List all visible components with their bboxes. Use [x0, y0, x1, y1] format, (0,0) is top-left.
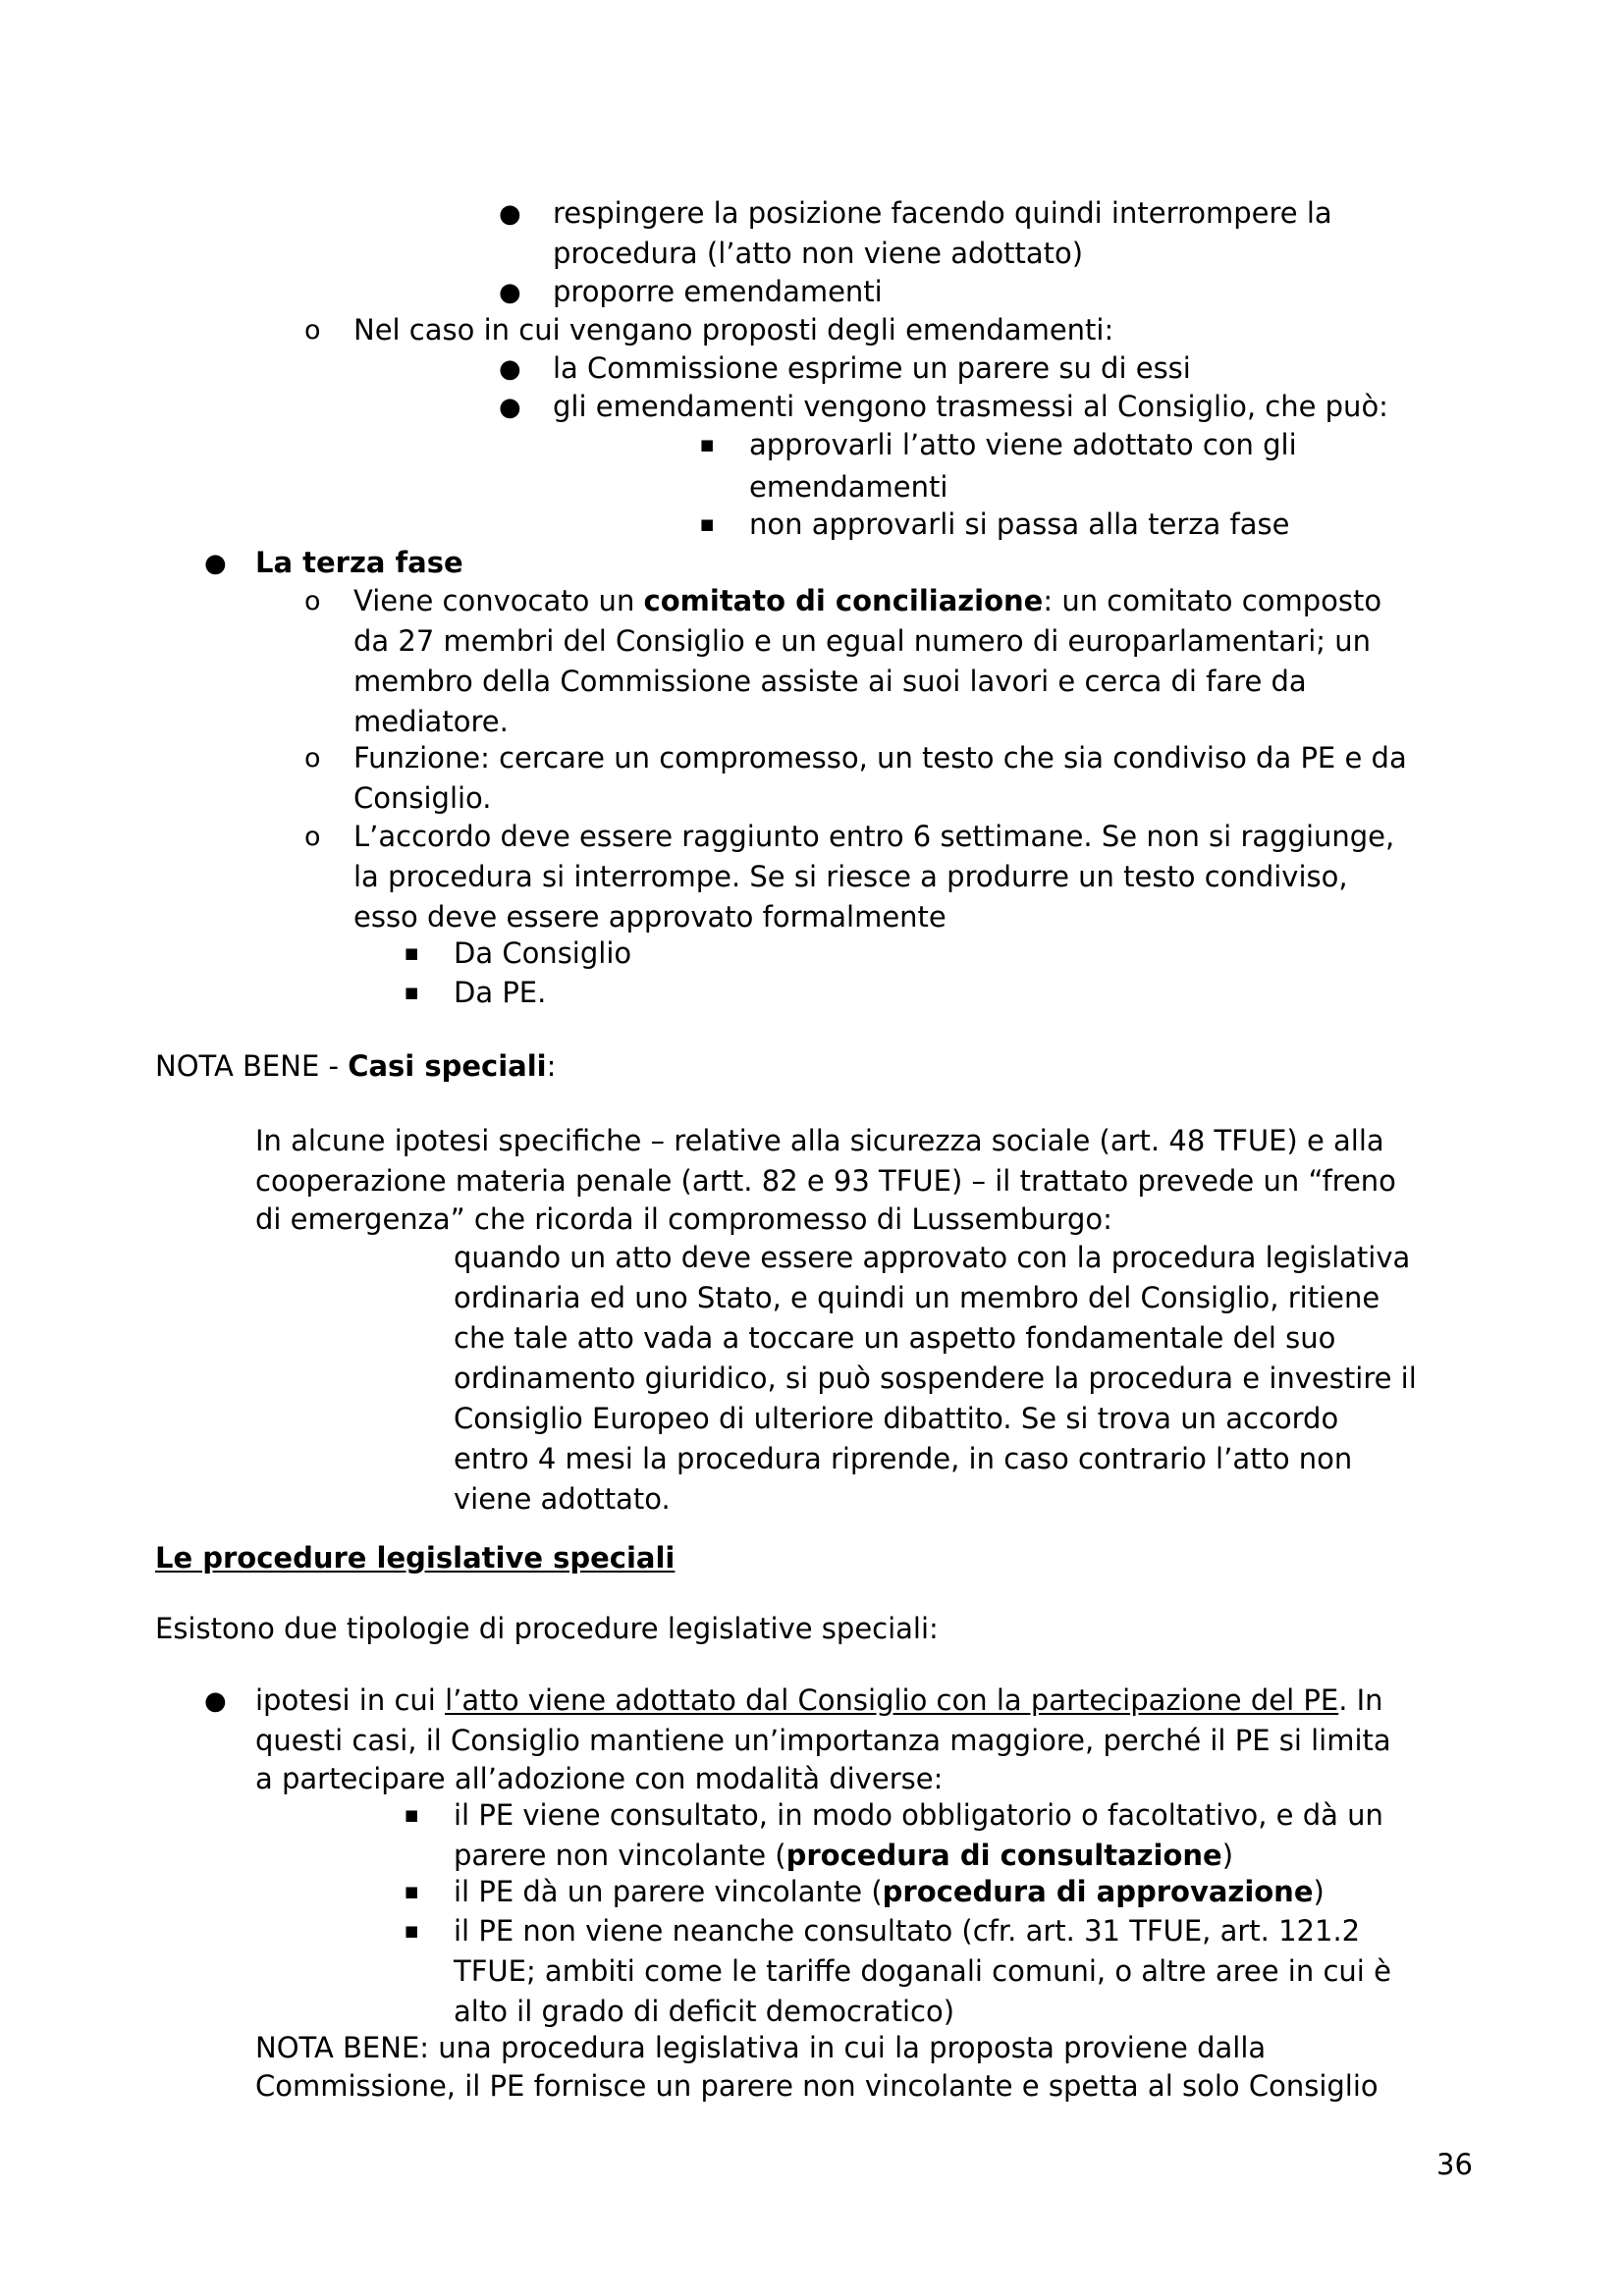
text-line: parere non vincolante (procedura di consultazione): [454, 1839, 1234, 1872]
square-marker: ■: [405, 984, 419, 1001]
bullet-marker: ●: [499, 199, 521, 229]
text-line: emendamenti: [749, 470, 948, 504]
square-marker: ■: [405, 1883, 419, 1900]
text-line: In alcune ipotesi specifiche – relative alla sicurezza sociale (art. 48 TFUE) e alla: [255, 1124, 1384, 1157]
square-marker: ■: [405, 1922, 419, 1940]
text-line: il PE dà un parere vincolante (procedura di approvazione): [454, 1875, 1325, 1908]
text-line: Consiglio.: [353, 781, 492, 815]
text-line: la procedura si interrompe. Se si riesce a produrre un testo condiviso,: [353, 860, 1348, 893]
page-number: 36: [1436, 2148, 1473, 2181]
text-line: entro 4 mesi la procedura riprende, in caso contrario l’atto non: [454, 1442, 1353, 1475]
text-line: Nel caso in cui vengano proposti degli emendamenti:: [353, 313, 1114, 347]
text-line: Esistono due tipologie di procedure legislative speciali:: [155, 1612, 939, 1645]
bullet-marker: ●: [204, 1686, 227, 1716]
text-line: gli emendamenti vengono trasmessi al Consiglio, che può:: [553, 390, 1388, 423]
text-line: non approvarli si passa alla terza fase: [749, 507, 1290, 541]
text-line: ordinamento giuridico, si può sospendere la procedura e investire il: [454, 1362, 1417, 1395]
text-line: Funzione: cercare un compromesso, un testo che sia condiviso da PE e da: [353, 741, 1407, 774]
text-line: approvarli l’atto viene adottato con gli: [749, 428, 1297, 461]
text-line: il PE viene consultato, in modo obbligatorio o facoltativo, e dà un: [454, 1798, 1383, 1832]
text-line: che tale atto vada a toccare un aspetto fondamentale del suo: [454, 1321, 1336, 1355]
text-line: viene adottato.: [454, 1482, 671, 1516]
text-line: Viene convocato un comitato di conciliazione: un comitato composto: [353, 584, 1382, 617]
text-line: Commissione, il PE fornisce un parere non vincolante e spetta al solo Consiglio: [255, 2069, 1379, 2103]
text-line: NOTA BENE: una procedura legislativa in cui la proposta proviene dalla: [255, 2031, 1267, 2064]
text-line: procedura (l’atto non viene adottato): [553, 237, 1084, 270]
section-heading: Le procedure legislative speciali: [155, 1541, 676, 1575]
square-marker: ■: [700, 436, 715, 454]
section-heading-terza-fase: La terza fase: [255, 546, 463, 579]
text-line: a partecipare all’adozione con modalità diverse:: [255, 1762, 944, 1795]
text-line: proporre emendamenti: [553, 275, 883, 308]
circle-marker: o: [304, 822, 321, 852]
circle-marker: o: [304, 586, 321, 616]
text-line: respingere la posizione facendo quindi interrompere la: [553, 196, 1332, 230]
circle-marker: o: [304, 315, 321, 346]
square-marker: ■: [700, 515, 715, 533]
circle-marker: o: [304, 743, 321, 774]
text-line: membro della Commissione assiste ai suoi lavori e cerca di fare da: [353, 665, 1307, 698]
text-line: la Commissione esprime un parere su di essi: [553, 351, 1191, 385]
bullet-marker: ●: [499, 354, 521, 384]
text-line: cooperazione materia penale (artt. 82 e 93 TFUE) – il trattato prevede un “freno: [255, 1164, 1396, 1198]
text-line: Consiglio Europeo di ulteriore dibattito. Se si trova un accordo: [454, 1402, 1339, 1435]
bullet-marker: ●: [499, 278, 521, 307]
bullet-marker: ●: [204, 549, 227, 578]
text-line: il PE non viene neanche consultato (cfr. art. 31 TFUE, art. 121.2: [454, 1914, 1361, 1948]
text-line: Da PE.: [454, 976, 547, 1009]
note-heading: NOTA BENE - Casi speciali:: [155, 1049, 557, 1083]
text-line: esso deve essere approvato formalmente: [353, 900, 947, 934]
square-marker: ■: [405, 1806, 419, 1824]
text-line: questi casi, il Consiglio mantiene un’importanza maggiore, perché il PE si limita: [255, 1724, 1391, 1757]
text-line: Da Consiglio: [454, 936, 632, 970]
text-line: TFUE; ambiti come le tariffe doganali comuni, o altre aree in cui è: [454, 1954, 1391, 1988]
text-line: ordinaria ed uno Stato, e quindi un membro del Consiglio, ritiene: [454, 1281, 1380, 1314]
text-line: da 27 membri del Consiglio e un egual numero di europarlamentari; un: [353, 624, 1372, 658]
text-line: alto il grado di deficit democratico): [454, 1995, 955, 2028]
bullet-marker: ●: [499, 393, 521, 422]
text-line: di emergenza” che ricorda il compromesso di Lussemburgo:: [255, 1202, 1112, 1236]
text-line: L’accordo deve essere raggiunto entro 6 settimane. Se non si raggiunge,: [353, 820, 1395, 853]
text-line: mediatore.: [353, 705, 509, 738]
text-line: quando un atto deve essere approvato con la procedura legislativa: [454, 1241, 1411, 1274]
text-line: ipotesi in cui l’atto viene adottato dal Consiglio con la partecipazione del PE. In: [255, 1683, 1383, 1717]
square-marker: ■: [405, 944, 419, 962]
